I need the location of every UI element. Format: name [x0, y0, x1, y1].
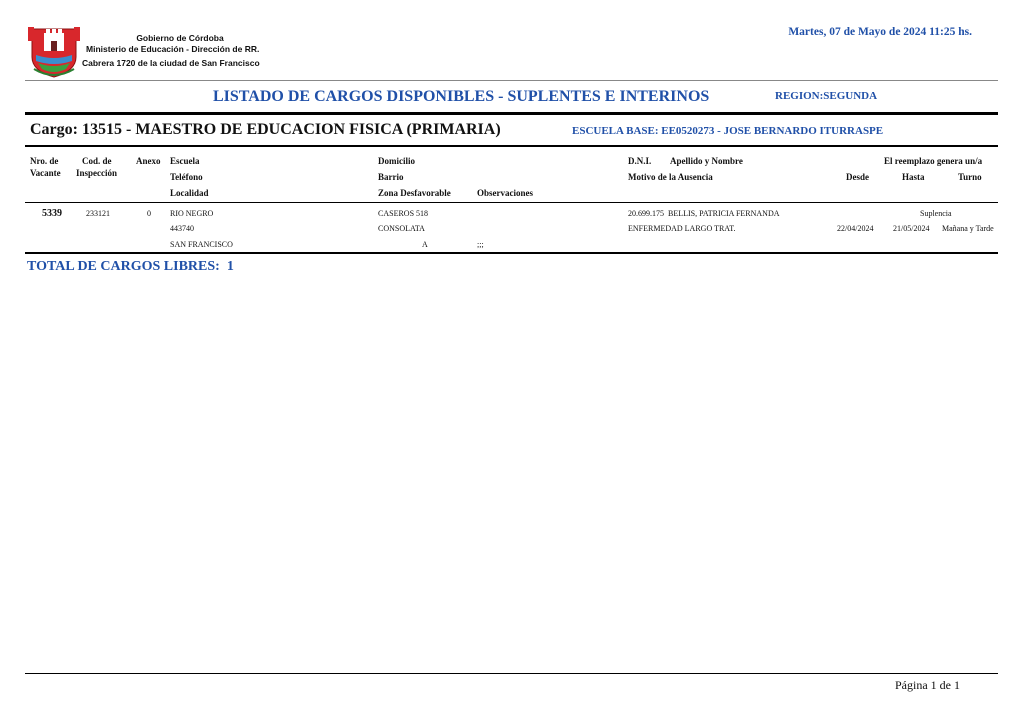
cell-dni-nombre: 20.699.175 BELLIS, PATRICIA FERNANDA — [628, 209, 780, 218]
cargo-title: Cargo: 13515 - MAESTRO DE EDUCACION FISICA (PRIMARIA) — [30, 121, 501, 138]
cell-cod-inspeccion: 233121 — [86, 209, 110, 218]
org-ministry: Ministerio de Educación - Dirección de RR. — [86, 44, 260, 54]
col-motivo-ausencia: Motivo de la Ausencia — [628, 172, 713, 182]
org-name: Gobierno de Córdoba — [136, 33, 224, 43]
col-cod-inspeccion-1: Cod. de — [82, 156, 112, 166]
footer-divider — [25, 673, 998, 674]
col-observaciones: Observaciones — [477, 188, 533, 198]
col-domicilio: Domicilio — [378, 156, 415, 166]
col-apellido-nombre: Apellido y Nombre — [670, 156, 743, 166]
cell-desde: 22/04/2024 — [837, 224, 874, 233]
total-cargos: TOTAL DE CARGOS LIBRES: 1 — [27, 259, 234, 274]
divider — [25, 202, 998, 203]
divider — [25, 252, 998, 254]
escuela-base: ESCUELA BASE: EE0520273 - JOSE BERNARDO ITURRASPE — [572, 125, 884, 137]
cell-barrio: CONSOLATA — [378, 224, 425, 233]
cell-telefono: 443740 — [170, 224, 194, 233]
page-title: LISTADO DE CARGOS DISPONIBLES - SUPLENTES E INTERINOS — [213, 88, 710, 105]
cell-domicilio: CASEROS 518 — [378, 209, 429, 218]
col-cod-inspeccion-2: Inspección — [76, 168, 118, 178]
cell-zona: A — [422, 240, 428, 249]
cell-anexo: 0 — [147, 209, 151, 218]
divider — [25, 112, 998, 115]
divider — [25, 80, 998, 81]
region-label: REGION:SEGUNDA — [775, 90, 878, 102]
col-escuela: Escuela — [170, 156, 200, 166]
col-telefono: Teléfono — [170, 172, 203, 182]
col-nro-vacante-1: Nro. de — [30, 156, 59, 166]
cell-reemplazo: Suplencia — [920, 209, 952, 218]
cell-nro-vacante: 5339 — [42, 208, 62, 219]
cell-observaciones: ;;; — [477, 240, 484, 249]
col-dni: D.N.I. — [628, 156, 652, 166]
col-reemplazo: El reemplazo genera un/a — [884, 156, 983, 166]
cell-turno: Mañana y Tarde — [942, 224, 994, 233]
col-localidad: Localidad — [170, 188, 209, 198]
col-hasta: Hasta — [902, 172, 925, 182]
col-barrio: Barrio — [378, 172, 404, 182]
divider — [25, 145, 998, 147]
col-desde: Desde — [846, 172, 869, 182]
cordoba-coat-of-arms-icon — [28, 23, 80, 79]
cell-motivo: ENFERMEDAD LARGO TRAT. — [628, 224, 736, 233]
col-nro-vacante-2: Vacante — [30, 168, 61, 178]
org-address: Cabrera 1720 de la ciudad de San Francisco — [82, 58, 260, 68]
page-number: Página 1 de 1 — [895, 678, 960, 692]
col-turno: Turno — [958, 172, 982, 182]
report-datetime: Martes, 07 de Mayo de 2024 11:25 hs. — [788, 26, 972, 38]
cell-escuela: RIO NEGRO — [170, 209, 214, 218]
col-anexo: Anexo — [136, 156, 161, 166]
col-zona-desfavorable: Zona Desfavorable — [378, 188, 451, 198]
cell-hasta: 21/05/2024 — [893, 224, 930, 233]
cell-localidad: SAN FRANCISCO — [170, 240, 233, 249]
